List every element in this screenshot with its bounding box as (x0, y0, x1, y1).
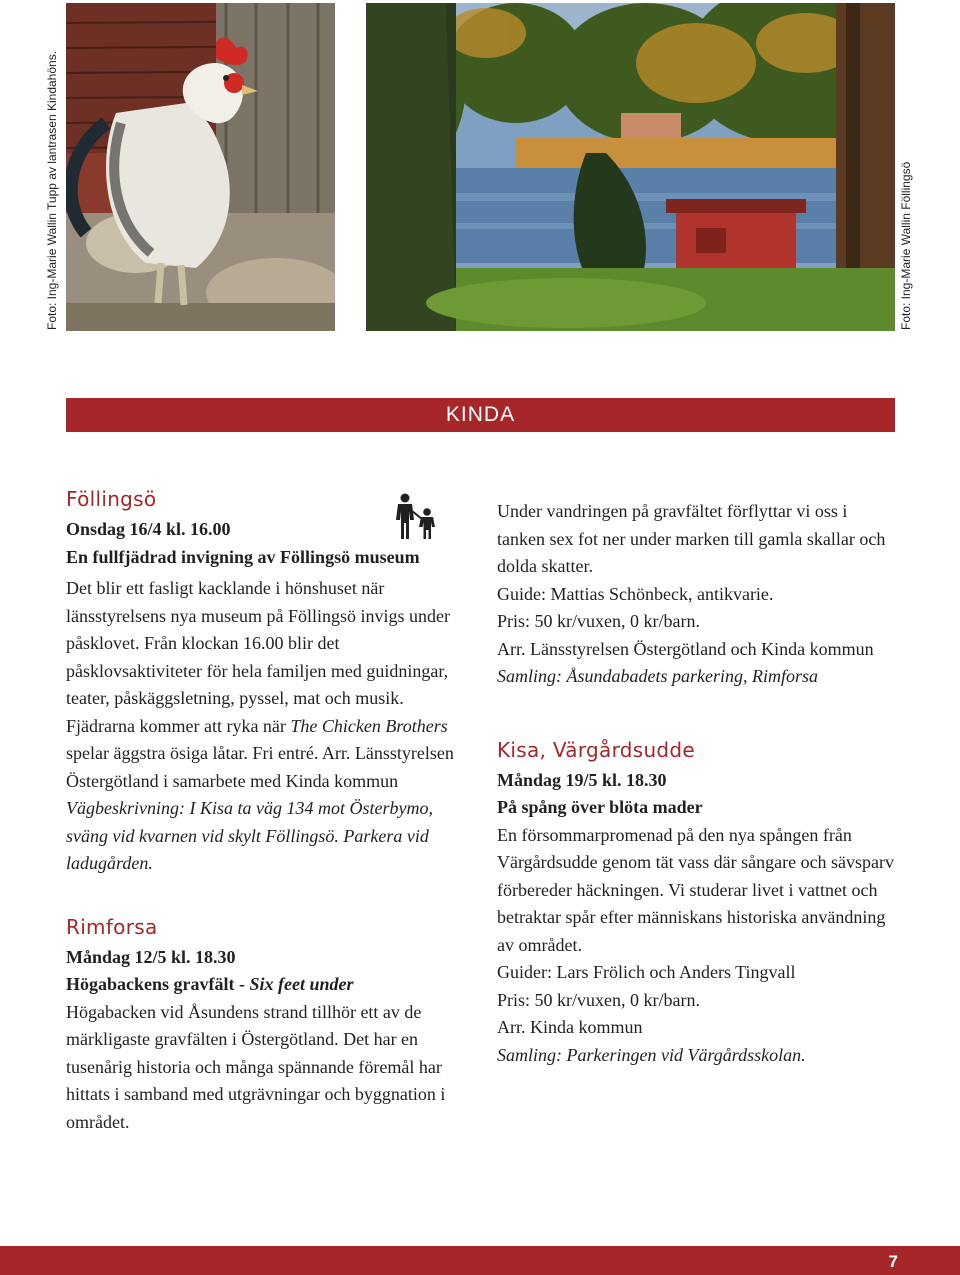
right-column (497, 498, 897, 1069)
event-price-rimforsa: Pris: 50 kr/vuxen, 0 kr/barn. (497, 611, 700, 631)
event-date-follingso: Onsdag 16/4 kl. 16.00 (66, 519, 231, 539)
photo-credit-landscape: Foto: Ing-Marie Wallin Föllingsö (899, 161, 913, 330)
event-body-part2: spelar äggstra ösiga låtar. Fri entré. Arr. Länsstyrelsen Östergötland i samarbete med Kinda kommun (66, 743, 454, 791)
event-date-rimforsa: Måndag 12/5 kl. 18.30 (66, 946, 236, 967)
left-column (66, 486, 466, 1136)
event-price-kisa: Pris: 50 kr/vuxen, 0 kr/barn. (497, 989, 700, 1010)
landscape-photo (366, 3, 895, 331)
section-banner: KINDA (66, 398, 895, 432)
event-date-kisa: Måndag 19/5 kl. 18.30 (497, 769, 667, 790)
place-heading-kisa: Kisa, Värgårdsudde (497, 737, 696, 762)
event-meeting-rimforsa: Samling: Åsundabadets parkering, Rimforsa (497, 666, 818, 686)
event-title-rimforsa-italic: Six feet under (249, 974, 354, 994)
event-title-rimforsa (66, 971, 466, 999)
event-title-follingso: En fullfjädrad invigning av Föllingsö museum (66, 546, 420, 567)
photo-credit-rooster: Foto: Ing-Marie Wallin Tupp av lantrasen Kindahöns. (45, 50, 59, 330)
rooster-photo (66, 3, 335, 331)
place-heading-rimforsa: Rimforsa (66, 914, 158, 939)
event-body-kisa: En försommarpromenad på den nya spången från Värgårdsudde genom tät vass där sångare och sävsparv förbereder häckningen. Vi studerar livet i vattnet och betraktar spår efter människans historiska användning av området. (497, 824, 895, 955)
event-meeting-kisa: Samling: Parkeringen vid Värgårdsskolan. (497, 1044, 806, 1065)
page-number: 7 (888, 1252, 898, 1271)
event-guide-kisa: Guider: Lars Frölich och Anders Tingvall (497, 962, 796, 982)
event-body-follingso (66, 575, 466, 795)
event-body-rimforsa-cont: Under vandringen på gravfältet förflyttar vi oss i tanken sex fot ner under marken till gamla skallar och dolda skatter. (497, 501, 886, 576)
event-body-part1: Det blir ett fasligt kacklande i hönshuset när länsstyrelsens nya museum på Föllingsö invigs under påsklovet. Från klockan 16.00 blir det påsklovsaktiviteter för hela familjen med guidningar, teater, påskäggsletning, pyssel, mat och musik. Fjädrarna kommer att ryka när (66, 578, 450, 736)
band-name: The Chicken Brothers (290, 715, 448, 736)
event-organizer-kisa: Arr. Kinda kommun (497, 1017, 643, 1037)
place-heading-follingso: Föllingsö (66, 487, 157, 511)
event-title-rimforsa-bold: Högabackens gravfält - (66, 974, 250, 994)
event-title-kisa: På spång över blöta mader (497, 797, 703, 817)
event-organizer-rimforsa: Arr. Länsstyrelsen Östergötland och Kinda kommun (497, 638, 874, 659)
footer-bar (0, 1246, 960, 1275)
event-directions-follingso: Vägbeskrivning: I Kisa ta väg 134 mot Österbymo, sväng vid kvarnen vid skylt Föllingsö. Parkera vid ladugården. (66, 798, 433, 873)
event-guide-rimforsa: Guide: Mattias Schönbeck, antikvarie. (497, 583, 774, 604)
event-body-rimforsa: Högabacken vid Åsundens strand tillhör ett av de märkligaste gravfälten i Östergötland. Det har en tusenårig historia och många spännande föremål har hittats i samband med utgrävningar och byggnation i området. (66, 1001, 446, 1132)
